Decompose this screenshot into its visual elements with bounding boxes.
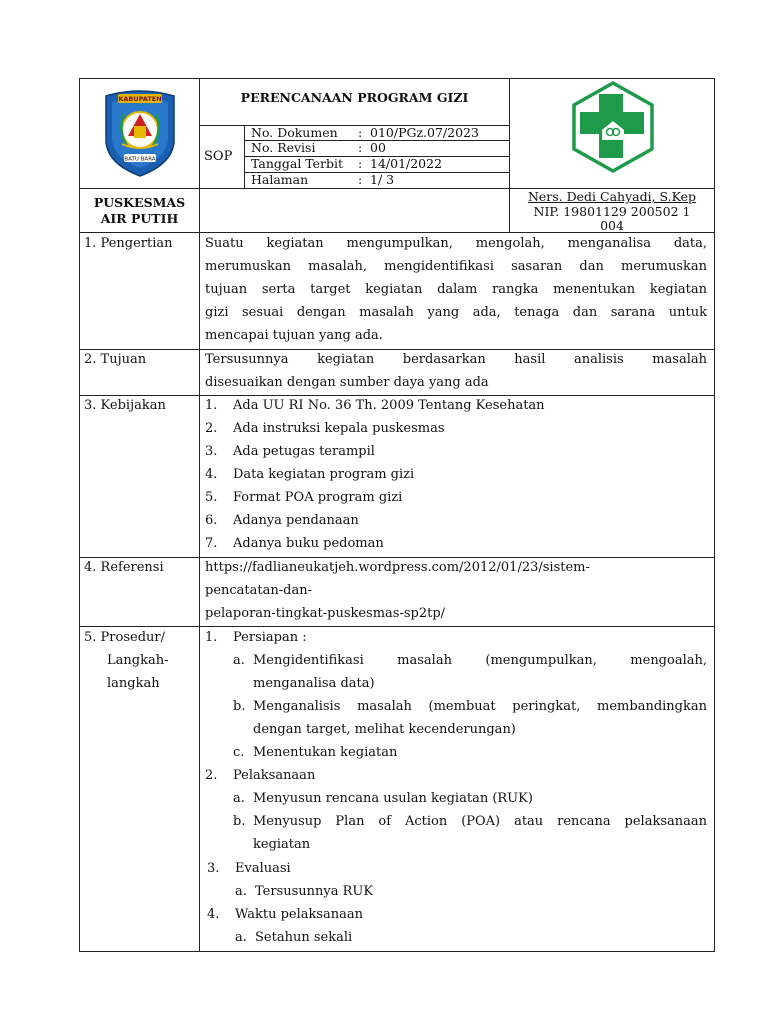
list-text: Adanya pendanaan	[233, 513, 359, 528]
doc-field-sep: :	[358, 140, 363, 155]
label-column-divider	[199, 78, 200, 952]
sub-text: menganalisa data)	[253, 676, 375, 691]
prosedur-step-pelaksanaan	[205, 764, 315, 787]
sub-letter: b.	[233, 699, 246, 714]
svg-text:KABUPATEN: KABUPATEN	[118, 95, 162, 103]
sop-label: SOP	[204, 149, 233, 164]
signer-nip-line2: 004	[600, 218, 624, 233]
table-border-top	[79, 78, 715, 79]
doc-field-sep: :	[358, 125, 363, 140]
sub-letter: a.	[233, 653, 245, 668]
pengertian-line: merumuskan masalah, mengidentifikasi sasaran dan merumuskan	[205, 259, 707, 274]
sub-letter: a.	[235, 930, 247, 945]
sub-letter: a.	[235, 884, 247, 899]
document-title: PERENCANAAN PROGRAM GIZI	[240, 90, 469, 105]
list-number: 4.	[205, 467, 218, 482]
pengertian-line: tujuan serta target kegiatan dalam rangka menentukan kegiatan	[205, 282, 707, 297]
section-label-pengertian: 1. Pengertian	[84, 236, 173, 251]
referensi-link-line[interactable]: https://fadlianeukatjeh.wordpress.com/2012/01/23/sistem-	[205, 560, 590, 575]
svg-text:BATU BARA: BATU BARA	[124, 156, 156, 163]
sub-text: kegiatan	[253, 837, 311, 852]
list-text: Ada UU RI No. 36 Th. 2009 Tentang Kesehatan	[233, 398, 545, 413]
list-text: Data kegiatan program gizi	[233, 467, 415, 482]
signer-name: Ners. Dedi Cahyadi, S.Kep	[527, 189, 697, 204]
list-text: Ada instruksi kepala puskesmas	[233, 421, 445, 436]
doc-field-sep: :	[358, 156, 363, 171]
sub-text: Menyusun rencana usulan kegiatan (RUK)	[253, 791, 533, 806]
list-text: Evaluasi	[235, 861, 291, 876]
sub-text: Setahun sekali	[255, 930, 353, 945]
kebijakan-item	[205, 394, 545, 417]
prosedur-sub-item	[233, 741, 397, 764]
list-number: 4.	[207, 907, 220, 922]
kebijakan-item	[205, 463, 414, 486]
doc-field-sep: :	[358, 172, 363, 187]
sub-text: Menentukan kegiatan	[253, 745, 398, 760]
section-label-prosedur: Langkah-	[107, 653, 169, 668]
list-number: 1.	[205, 630, 218, 645]
prosedur-step-waktu	[207, 903, 363, 926]
table-border-bottom	[79, 951, 715, 952]
prosedur-sub-item	[235, 880, 373, 903]
section-label-prosedur: 5. Prosedur/	[84, 630, 165, 645]
sub-text: dengan target, melihat kecenderungan)	[253, 722, 516, 737]
tujuan-line: disesuaikan dengan sumber daya yang ada	[205, 375, 489, 390]
list-number: 6.	[205, 513, 218, 528]
list-text: Waktu pelaksanaan	[235, 907, 364, 922]
list-text: Adanya buku pedoman	[233, 536, 384, 551]
list-number: 3.	[207, 861, 220, 876]
doc-field-value-no-revisi: 00	[370, 140, 386, 155]
doc-field-label-halaman: Halaman	[251, 172, 309, 187]
tujuan-line: Tersusunnya kegiatan berdasarkan hasil analisis masalah	[205, 352, 707, 367]
tujuan-text	[205, 348, 707, 394]
kebijakan-item	[205, 417, 445, 440]
sub-text: Mengidentifikasi masalah (mengumpulkan, mengoalah,	[253, 653, 707, 668]
doc-field-value-tanggal-terbit: 14/01/2022	[370, 156, 443, 171]
list-text: Pelaksanaan	[233, 768, 316, 783]
sub-text: Menyusup Plan of Action (POA) atau rencana pelaksanaan	[253, 814, 707, 829]
table-border-right	[714, 78, 715, 952]
list-text: Format POA program gizi	[233, 490, 403, 505]
prosedur-sub-item	[235, 926, 352, 949]
kabupaten-batubara-logo-icon	[98, 86, 182, 178]
sub-text: Menganalisis masalah (membuat peringkat, membandingkan	[253, 699, 707, 714]
row-line-prosedur	[79, 626, 715, 627]
list-number: 1.	[205, 398, 218, 413]
prosedur-step-persiapan	[205, 626, 307, 649]
doc-field-label-no-revisi: No. Revisi	[251, 140, 316, 155]
signer-nip-line1: NIP. 19801129 200502 1	[533, 204, 691, 219]
referensi-link-line[interactable]: pelaporan-tingkat-puskesmas-sp2tp/	[205, 606, 446, 621]
sub-letter: c.	[233, 745, 245, 760]
kebijakan-item	[205, 509, 359, 532]
prosedur-sub-item	[233, 695, 253, 718]
section-label-referensi: 4. Referensi	[84, 560, 164, 575]
sub-text: Tersusunnya RUK	[255, 884, 374, 899]
puskesmas-logo-icon	[566, 80, 660, 174]
sub-letter: b.	[233, 814, 246, 829]
prosedur-step-evaluasi	[207, 857, 291, 880]
pengertian-line: Suatu kegiatan mengumpulkan, mengolah, menganalisa data,	[205, 236, 707, 251]
list-text: Ada petugas terampil	[233, 444, 375, 459]
kebijakan-item	[205, 486, 402, 509]
header-org-top	[79, 188, 509, 189]
pengertian-text	[205, 232, 707, 347]
prosedur-sub-item	[233, 649, 253, 672]
prosedur-sub-item	[233, 787, 533, 810]
doc-field-value-halaman: 1/ 3	[370, 172, 395, 187]
doc-field-value-no-dokumen: 010/PGz.07/2023	[370, 125, 479, 140]
org-name-line2: AIR PUTIH	[100, 211, 179, 226]
list-number: 7.	[205, 536, 218, 551]
kebijakan-item	[205, 532, 384, 555]
sub-letter: a.	[233, 791, 245, 806]
org-name-line1: PUSKESMAS	[93, 195, 186, 210]
list-number: 3.	[205, 444, 218, 459]
list-number: 5.	[205, 490, 218, 505]
prosedur-sub-item	[233, 810, 253, 833]
section-label-prosedur: langkah	[107, 676, 160, 691]
pengertian-line: mencapai tujuan yang ada.	[205, 328, 383, 343]
pengertian-line: gizi sesuai dengan masalah yang ada, tenaga dan sarana untuk	[205, 305, 707, 320]
list-text: Persiapan :	[233, 630, 307, 645]
section-label-tujuan: 2. Tujuan	[84, 352, 147, 367]
kebijakan-item	[205, 440, 375, 463]
section-label-kebijakan: 3. Kebijakan	[84, 398, 166, 413]
doc-field-label-no-dokumen: No. Dokumen	[251, 125, 338, 140]
doc-field-label-tanggal-terbit: Tanggal Terbit	[251, 156, 344, 171]
referensi-link-line[interactable]: pencatatan-dan-	[205, 583, 312, 598]
list-number: 2.	[205, 421, 218, 436]
list-number: 2.	[205, 768, 218, 783]
